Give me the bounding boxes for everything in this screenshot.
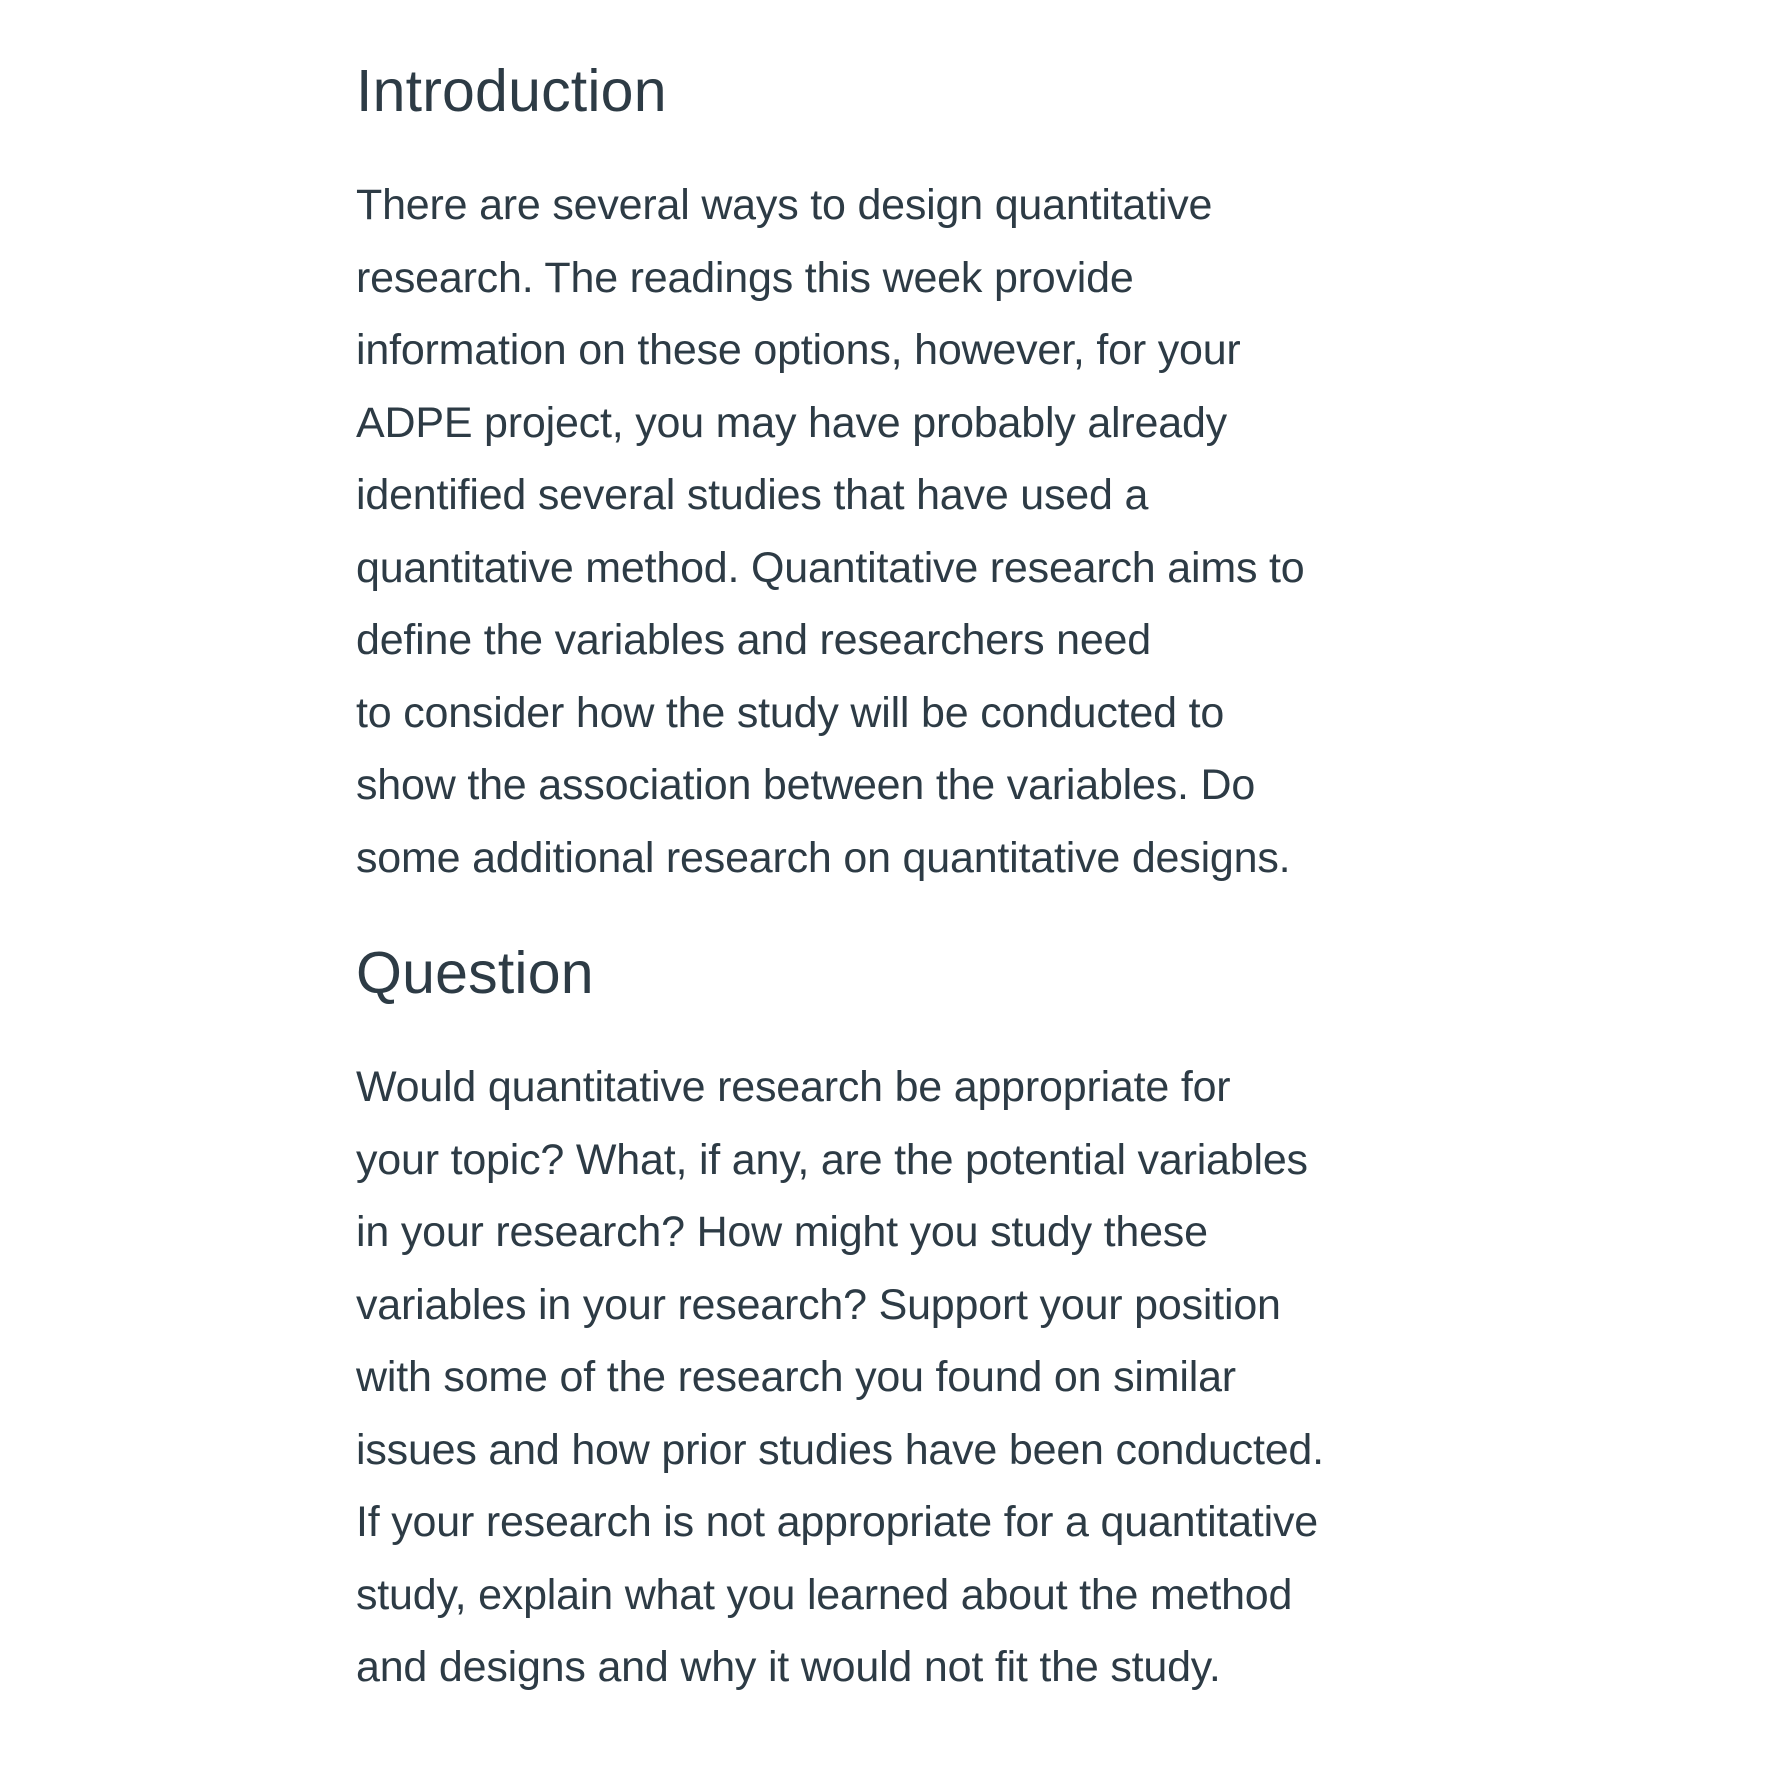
question-heading: Question [356, 940, 594, 1006]
document-content [356, 48, 1466, 1704]
paragraph-line: define the variables and researchers need [356, 616, 1151, 664]
paragraph-line: If your research is not appropriate for a quantitative [356, 1498, 1319, 1546]
paragraph-line: Would quantitative research be appropriate for [356, 1063, 1231, 1111]
paragraph-line: some additional research on quantitative designs. [356, 833, 1291, 882]
paragraph-line: to consider how the study will be conducted to [356, 688, 1225, 737]
paragraph-line: with some of the research you found on similar [356, 1353, 1236, 1401]
paragraph-line: information on these options, however, for your [356, 326, 1241, 374]
introduction-heading: Introduction [356, 58, 667, 124]
paragraph-line: issues and how prior studies have been conducted. [356, 1425, 1324, 1474]
paragraph-line: quantitative method. Quantitative research aims to [356, 543, 1305, 592]
paragraph-line: and designs and why it would not fit the study. [356, 1643, 1221, 1691]
paragraph-line: variables in your research? Support your position [356, 1280, 1281, 1329]
paragraph-line: identified several studies that have used a [356, 471, 1149, 519]
question-paragraph [356, 1051, 1466, 1704]
paragraph-line: in your research? How might you study these [356, 1208, 1208, 1256]
paragraph-line: show the association between the variables. Do [356, 761, 1256, 809]
paragraph-line: research. The readings this week provide [356, 253, 1134, 302]
paragraph-line: your topic? What, if any, are the potential variables [356, 1135, 1308, 1184]
introduction-paragraph [356, 169, 1466, 894]
paragraph-line: ADPE project, you may have probably already [356, 398, 1227, 447]
paragraph-line: There are several ways to design quantitative [356, 181, 1213, 229]
paragraph-line: study, explain what you learned about the method [356, 1570, 1293, 1619]
